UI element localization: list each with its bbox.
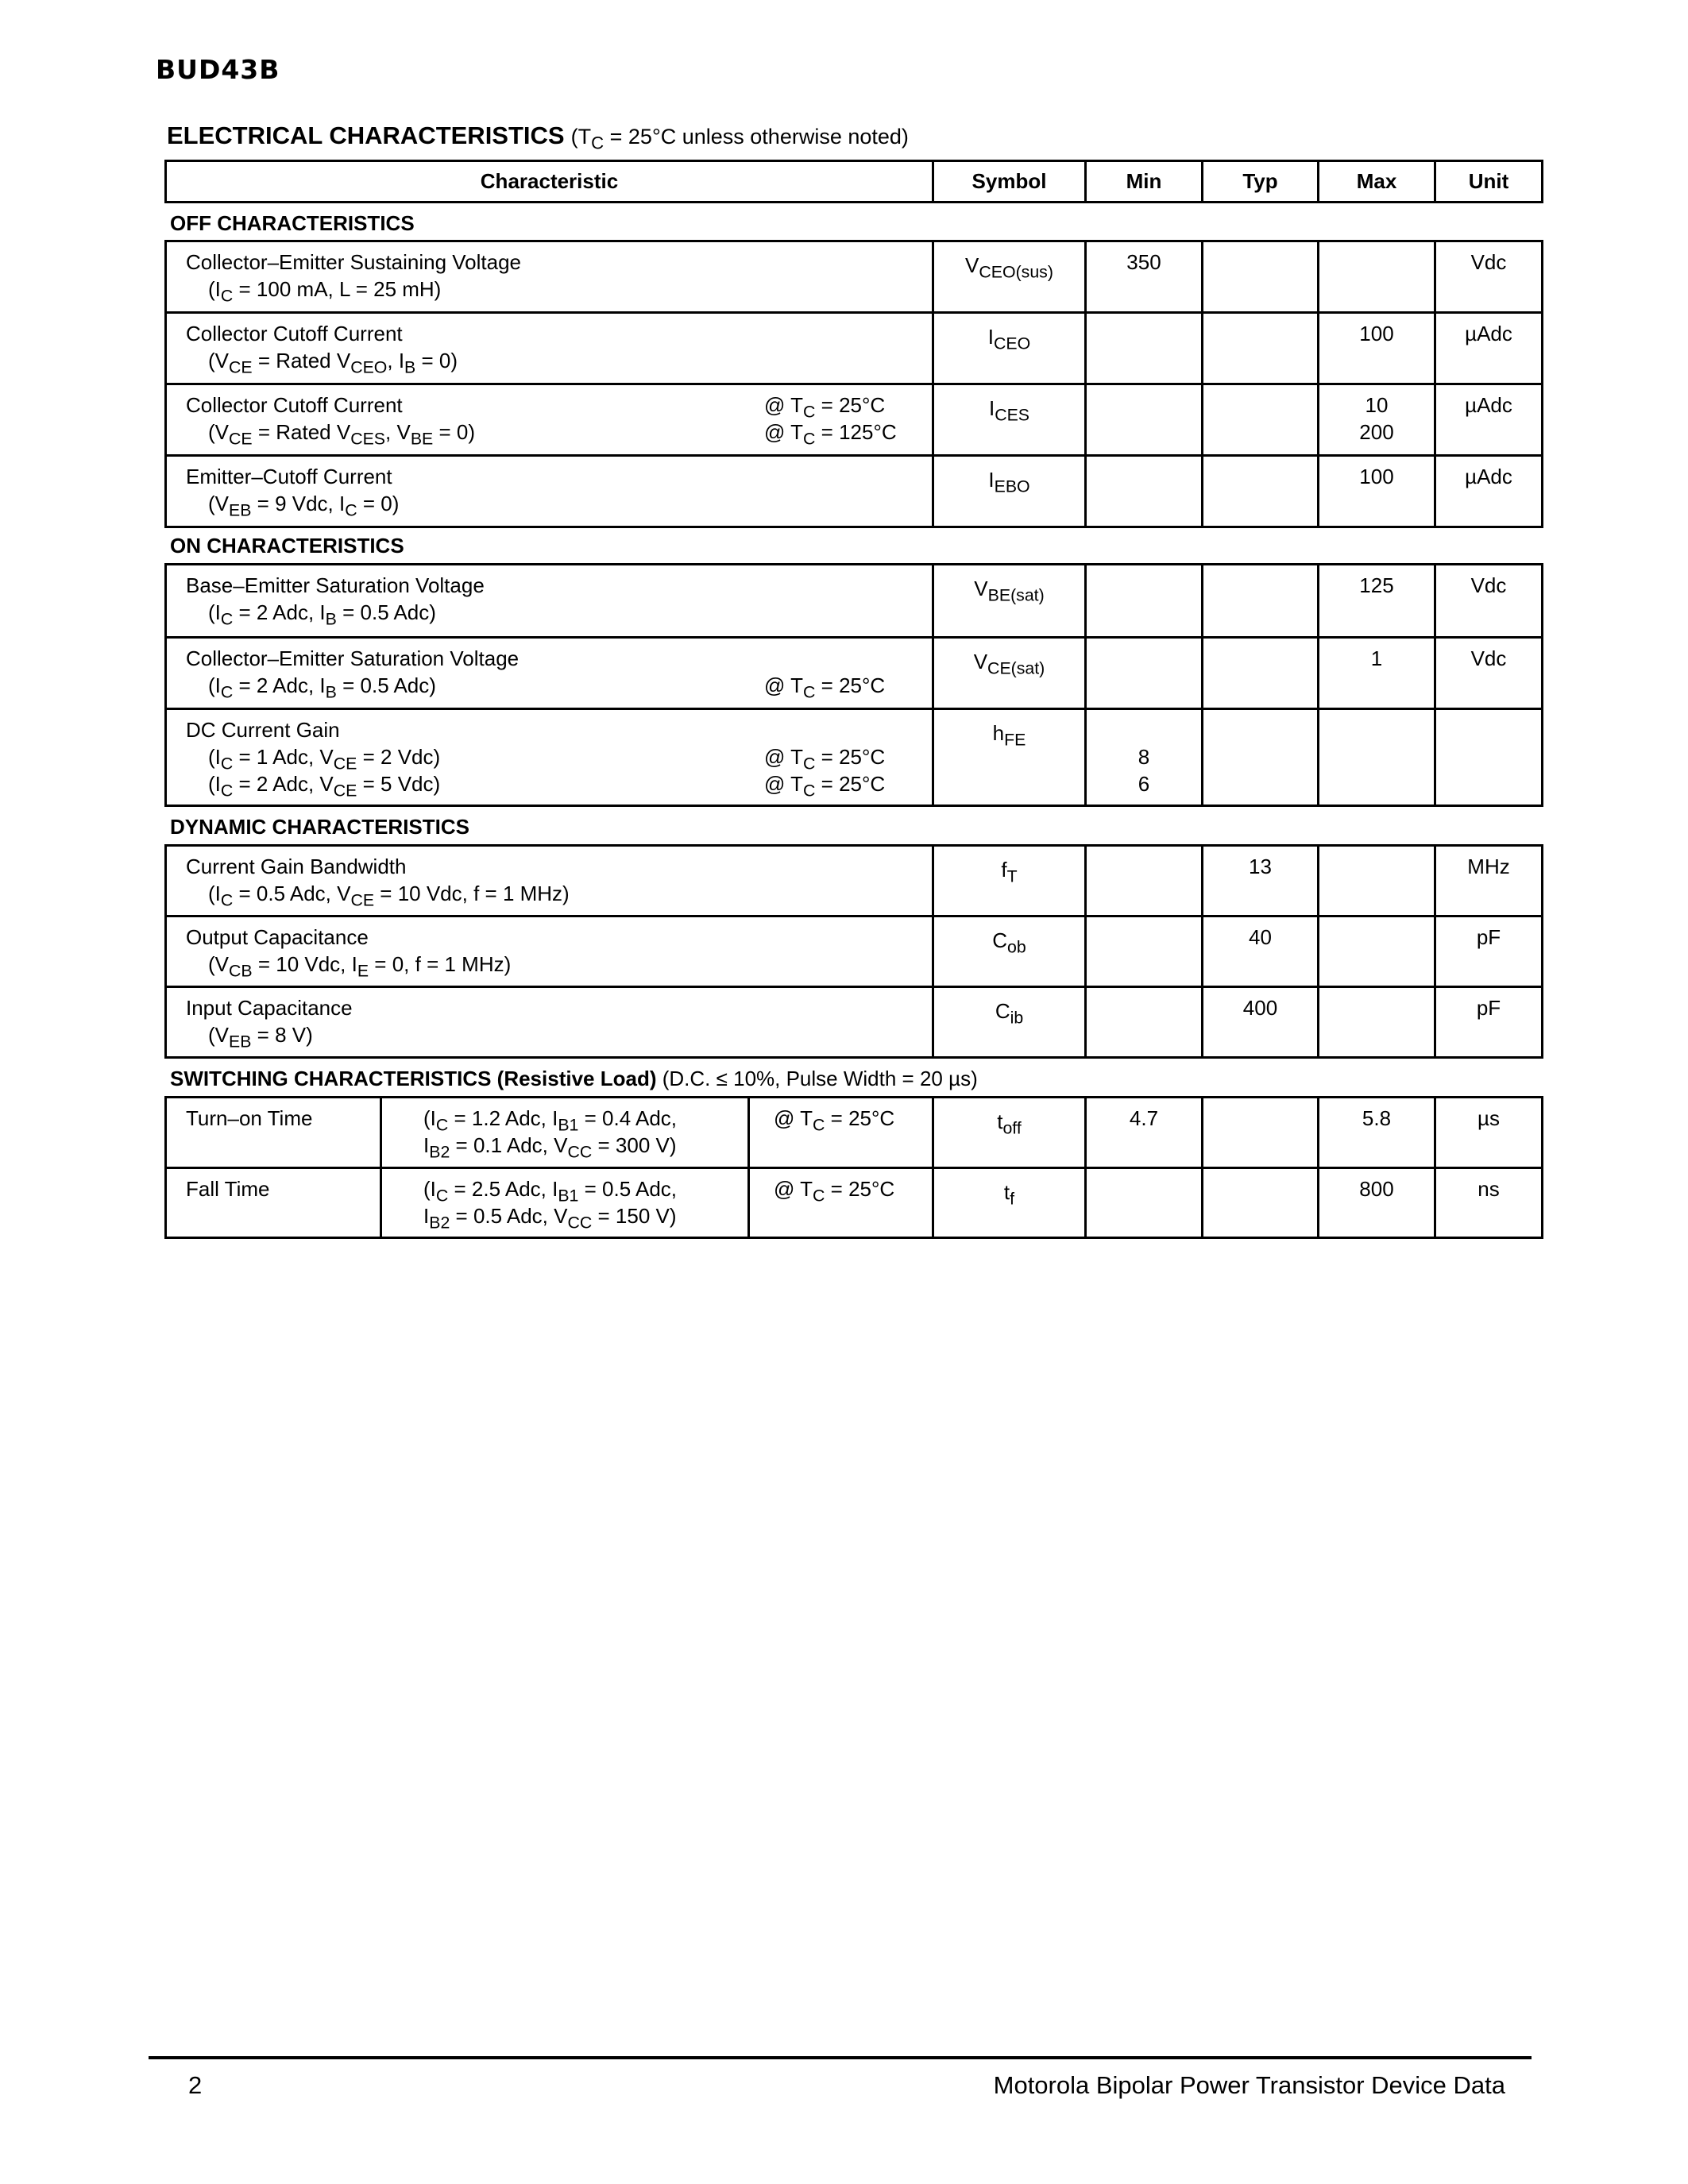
- unit-value: µAdc: [1435, 456, 1543, 527]
- table-row: [166, 241, 1543, 313]
- symbol: $V_{CEO(sus)}$: [933, 241, 1086, 313]
- temp-conditions: @ $T_C = 25^\circ C$ @ $T_C = 25^\circ C$: [764, 745, 886, 801]
- char-condition: ($I_C = 2$ Adc, $I_B = 0.5$ Adc): [208, 673, 436, 702]
- max-value: 5.8: [1319, 1098, 1435, 1168]
- symbol: $t_{off}$: [933, 1098, 1086, 1168]
- char-condition: ($I_C = 100$ mA, L = 25 mH): [208, 277, 442, 306]
- char-name: Fall Time: [166, 1168, 381, 1238]
- unit-value: pF: [1435, 916, 1543, 987]
- max-value: [1319, 987, 1435, 1058]
- max-value: [1319, 916, 1435, 987]
- unit-value: Vdc: [1435, 565, 1543, 638]
- min-value: [1086, 313, 1203, 384]
- min-value: [1086, 1168, 1203, 1238]
- char-name: Emitter–Cutoff Current: [186, 465, 392, 488]
- switching-table: [164, 1096, 1543, 1239]
- symbol: $C_{ob}$: [933, 916, 1086, 987]
- char-condition: ($V_{EB} = 9$ Vdc, $I_C = 0$): [208, 492, 400, 520]
- typ-value: [1203, 1168, 1319, 1238]
- char-condition: ($I_C = 1.2$ Adc, $I_{B1} = 0.4$ Adc, $I_{B2} = 0.1$ Adc, $V_{CC} = 300$ V): [381, 1098, 749, 1168]
- char-name: Input Capacitance: [186, 996, 353, 1020]
- temp-conditions: @ $T_C = 25^\circ C$: [749, 1098, 933, 1168]
- col-characteristic: Characteristic: [166, 161, 933, 203]
- temp-conditions: @ $T_C = 25^\circ C$ @ $T_C = 125^\circ C$: [764, 393, 897, 449]
- char-condition: ($V_{CB} = 10$ Vdc, $I_E = 0$, f = 1 MHz): [208, 952, 512, 981]
- max-value: 10 200: [1319, 384, 1435, 456]
- char-name: Collector–Emitter Sustaining Voltage: [186, 250, 522, 274]
- switching-section-title: SWITCHING CHARACTERISTICS (Resistive Load) (D.C. ≤ 10%, Pulse Width = 20 µs): [170, 1067, 978, 1090]
- table-row: [166, 638, 1543, 709]
- switching-note: (D.C. ≤ 10%, Pulse Width = 20 µs): [662, 1067, 978, 1090]
- char-condition: ($V_{CE}$ = Rated $V_{CES}$, $V_{BE} = 0$): [208, 420, 475, 449]
- max-value: 125: [1319, 565, 1435, 638]
- table-row: [166, 1168, 1543, 1238]
- unit-value: µAdc: [1435, 313, 1543, 384]
- typ-value: [1203, 1098, 1319, 1168]
- typ-value: [1203, 241, 1319, 313]
- symbol: $h_{FE}$: [933, 709, 1086, 806]
- max-value: [1319, 846, 1435, 916]
- off-table: [164, 240, 1543, 528]
- char-name: Turn–on Time: [166, 1098, 381, 1168]
- table-row: [166, 384, 1543, 456]
- table-row: [166, 313, 1543, 384]
- char-name: Output Capacitance: [186, 925, 369, 949]
- col-unit: Unit: [1435, 161, 1543, 203]
- char-condition: ($I_C = 0.5$ Adc, $V_{CE} = 10$ Vdc, f = 1 MHz): [208, 882, 570, 910]
- char-condition: ($I_C = 1$ Adc, $V_{CE} = 2$ Vdc): [208, 745, 441, 774]
- char-name: Collector Cutoff Current: [186, 393, 403, 417]
- col-min: Min: [1086, 161, 1203, 203]
- table-row: [166, 1098, 1543, 1168]
- dynamic-table: [164, 844, 1543, 1059]
- char-condition: ($I_C = 2$ Adc, $I_B = 0.5$ Adc): [208, 600, 436, 629]
- char-condition: ($I_C = 2.5$ Adc, $I_{B1} = 0.5$ Adc, $I_{B2} = 0.5$ Adc, $V_{CC} = 150$ V): [381, 1168, 749, 1238]
- min-value: [1086, 916, 1203, 987]
- unit-value: [1435, 709, 1543, 806]
- max-value: [1319, 709, 1435, 806]
- section-title-bold: ELECTRICAL CHARACTERISTICS: [167, 122, 565, 149]
- symbol: $I_{CEO}$: [933, 313, 1086, 384]
- symbol: $t_f$: [933, 1168, 1086, 1238]
- symbol: $C_{ib}$: [933, 987, 1086, 1058]
- min-value: [1086, 384, 1203, 456]
- symbol: $I_{EBO}$: [933, 456, 1086, 527]
- section-title-note: ($T_C = 25^\circ C$ unless otherwise noted): [570, 125, 909, 153]
- symbol: $V_{BE(sat)}$: [933, 565, 1086, 638]
- min-value: 4.7: [1086, 1098, 1203, 1168]
- typ-value: [1203, 313, 1319, 384]
- on-table: [164, 563, 1543, 807]
- min-value: [1086, 638, 1203, 709]
- min-value: [1086, 456, 1203, 527]
- min-value: [1086, 565, 1203, 638]
- col-typ: Typ: [1203, 161, 1319, 203]
- typ-value: 13: [1203, 846, 1319, 916]
- symbol: $f_T$: [933, 846, 1086, 916]
- typ-value: 400: [1203, 987, 1319, 1058]
- min-value: [1086, 846, 1203, 916]
- typ-value: 40: [1203, 916, 1319, 987]
- dynamic-section-title: DYNAMIC CHARACTERISTICS: [170, 815, 469, 839]
- char-condition: ($V_{EB} = 8$ V): [208, 1023, 313, 1051]
- table-row: [166, 456, 1543, 527]
- footer-divider: [149, 2056, 1532, 2059]
- typ-value: [1203, 638, 1319, 709]
- table-row: [166, 846, 1543, 916]
- table-row: [166, 565, 1543, 638]
- unit-value: Vdc: [1435, 638, 1543, 709]
- col-max: Max: [1319, 161, 1435, 203]
- unit-value: ns: [1435, 1168, 1543, 1238]
- col-symbol: Symbol: [933, 161, 1086, 203]
- on-section-title: ON CHARACTERISTICS: [170, 534, 404, 558]
- part-number: BUD43B: [156, 54, 280, 85]
- min-value: 350: [1086, 241, 1203, 313]
- max-value: [1319, 241, 1435, 313]
- table-row: [166, 916, 1543, 987]
- min-value: 8 6: [1086, 709, 1203, 806]
- char-name: Base–Emitter Saturation Voltage: [186, 573, 485, 597]
- char-name: DC Current Gain: [186, 718, 340, 742]
- max-value: 100: [1319, 313, 1435, 384]
- min-value: [1086, 987, 1203, 1058]
- char-name: Current Gain Bandwidth: [186, 855, 407, 878]
- off-section-title: OFF CHARACTERISTICS: [170, 211, 415, 235]
- unit-value: Vdc: [1435, 241, 1543, 313]
- typ-value: [1203, 709, 1319, 806]
- char-name: Collector–Emitter Saturation Voltage: [186, 646, 520, 670]
- page-number: 2: [188, 2071, 203, 2099]
- char-condition: ($I_C = 2$ Adc, $V_{CE} = 5$ Vdc): [208, 772, 441, 801]
- unit-value: µAdc: [1435, 384, 1543, 456]
- unit-value: MHz: [1435, 846, 1543, 916]
- max-value: 800: [1319, 1168, 1435, 1238]
- temp-conditions: @ $T_C = 25^\circ C$: [749, 1168, 933, 1238]
- typ-value: [1203, 565, 1319, 638]
- max-value: 1: [1319, 638, 1435, 709]
- symbol: $V_{CE(sat)}$: [933, 638, 1086, 709]
- temp-conditions: @ $T_C = 25^\circ C$: [764, 673, 886, 702]
- typ-value: [1203, 456, 1319, 527]
- typ-value: [1203, 384, 1319, 456]
- header-table: [164, 160, 1543, 203]
- table-row: [166, 709, 1543, 806]
- unit-value: µs: [1435, 1098, 1543, 1168]
- symbol: $I_{CES}$: [933, 384, 1086, 456]
- char-name: Collector Cutoff Current: [186, 322, 403, 345]
- max-value: 100: [1319, 456, 1435, 527]
- unit-value: pF: [1435, 987, 1543, 1058]
- table-row: [166, 987, 1543, 1058]
- char-condition: ($V_{CE}$ = Rated $V_{CEO}$, $I_B = 0$): [208, 349, 458, 377]
- section-title: [167, 122, 909, 153]
- publication-name: Motorola Bipolar Power Transistor Device Data: [993, 2071, 1505, 2099]
